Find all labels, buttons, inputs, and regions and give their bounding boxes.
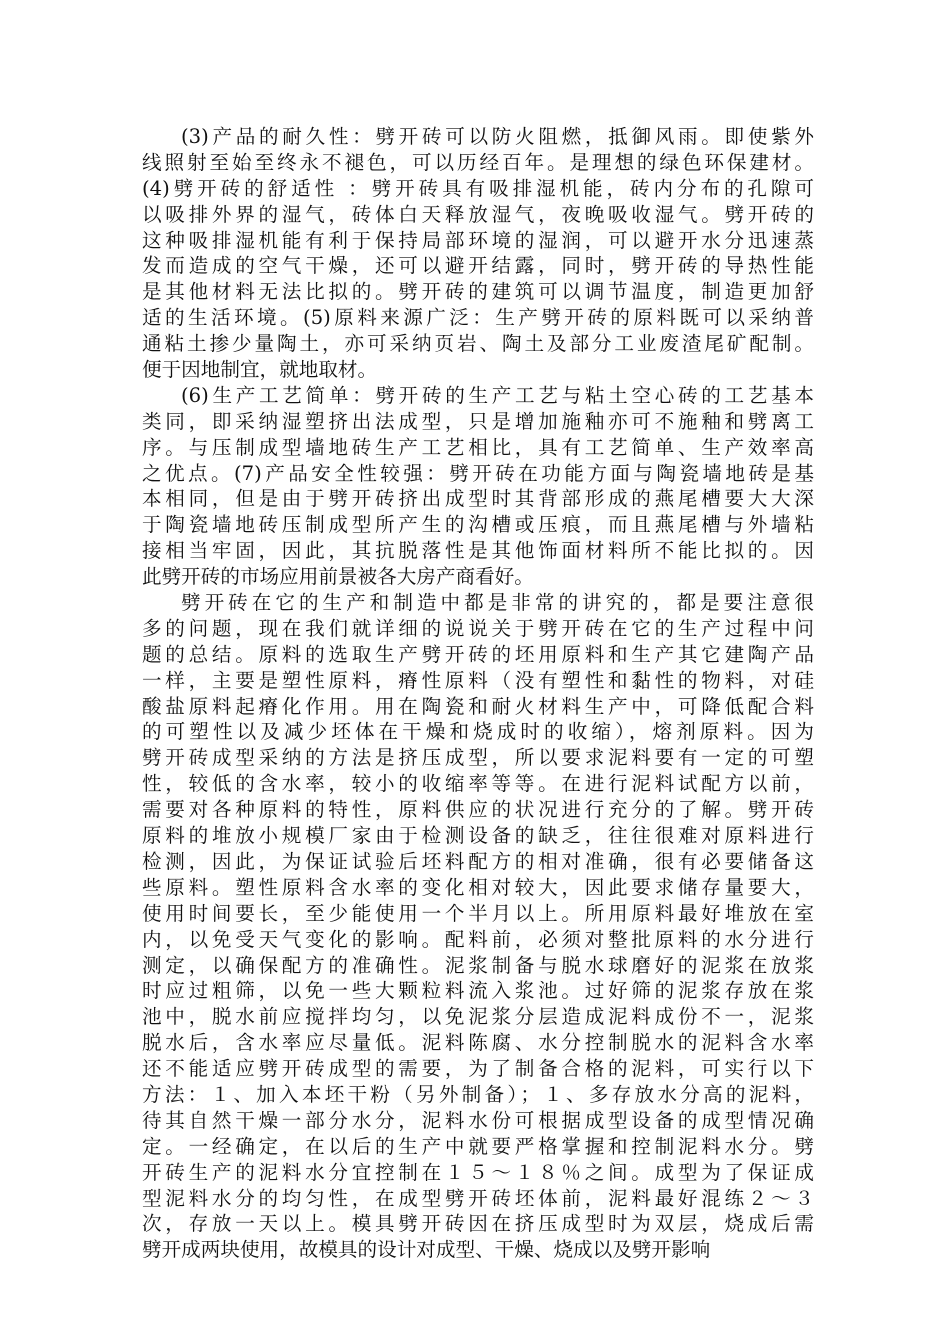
text-line: 序。与压制成型墙地砖生产工艺相比，具有工艺简单、生产效率高	[142, 435, 814, 459]
text-line: 内，以免受天气变化的影响。配料前，必须对整批原料的水分进行	[142, 927, 814, 951]
text-line: 的可塑性以及减少坯体在干燥和烧成时的收缩），熔剂原料。因为	[142, 720, 814, 744]
text-line: 次，存放一天以上。模具劈开砖因在挤压成型时为双层，烧成后需	[142, 1212, 814, 1236]
text-line: 定。一经确定，在以后的生产中就要严格掌握和控制泥料水分。劈	[142, 1134, 814, 1158]
text-line: 接相当牢固，因此，其抗脱落性是其他饰面材料所不能比拟的。因	[142, 539, 814, 563]
text-line: 本相同，但是由于劈开砖挤出成型时其背部形成的燕尾槽要大大深	[142, 487, 814, 511]
text-line: 方法：１、加入本坯干粉（另外制备）；１、多存放水分高的泥料，	[142, 1082, 814, 1106]
text-line: 发而造成的空气干燥，还可以避开结露，同时，劈开砖的导热性能	[142, 254, 814, 278]
text-line: 池中，脱水前应搅拌均匀，以免泥浆分层造成泥料成份不一，泥浆	[142, 1005, 814, 1029]
text-line: 一样，主要是塑性原料，瘠性原料（没有塑性和黏性的物料，对硅	[142, 668, 814, 692]
text-line: 题的总结。原料的选取生产劈开砖的坯用原料和生产其它建陶产品	[142, 642, 814, 666]
text-line: 以吸排外界的湿气，砖体白天释放湿气，夜晚吸收湿气。劈开砖的	[142, 202, 814, 226]
text-line: 些原料。塑性原料含水率的变化相对较大，因此要求储存量要大，	[142, 875, 814, 899]
text-line: (4)劈开砖的舒适性 ：劈开砖具有吸排湿机能，砖内分布的孔隙可	[142, 176, 814, 200]
text-line: 适的生活环境。(5)原料来源广泛：生产劈开砖的原料既可以采纳普	[142, 306, 814, 330]
text-line: 是其他材料无法比拟的。劈开砖的建筑可以调节温度，制造更加舒	[142, 280, 814, 304]
text-line: (6)生产工艺简单：劈开砖的生产工艺与粘土空心砖的工艺基本	[181, 383, 814, 407]
text-line: 待其自然干燥一部分水分，泥料水份可根据成型设备的成型情况确	[142, 1108, 814, 1132]
text-line: 于陶瓷墙地砖压制成型所产生的沟槽或压痕，而且燕尾槽与外墙粘	[142, 513, 814, 537]
text-line: 此劈开砖的市场应用前景被各大房产商看好。	[142, 565, 534, 589]
text-line: 劈开砖在它的生产和制造中都是非常的讲究的，都是要注意很	[181, 591, 814, 615]
text-line: 时应过粗筛，以免一些大颗粒料流入浆池。过好筛的泥浆存放在浆	[142, 979, 814, 1003]
text-line: 线照射至始至终永不褪色，可以历经百年。是理想的绿色环保建材。	[142, 150, 814, 174]
text-line: 劈开砖成型采纳的方法是挤压成型，所以要求泥料要有一定的可塑	[142, 746, 814, 770]
text-line: (3)产品的耐久性：劈开砖可以防火阻燃，抵御风雨。即使紫外	[181, 125, 814, 148]
text-line: 性，较低的含水率，较小的收缩率等等。在进行泥料试配方以前，	[142, 772, 814, 796]
paragraph	[142, 590, 814, 1263]
text-line: 酸盐原料起瘠化作用。用在陶瓷和耐火材料生产中，可降低配合料	[142, 694, 814, 718]
text-line: 劈开成两块使用，故模具的设计对成型、干燥、烧成以及劈开影响	[142, 1238, 711, 1262]
paragraph	[142, 383, 814, 590]
text-line: 测定，以确保配方的准确性。泥浆制备与脱水球磨好的泥浆在放浆	[142, 953, 814, 977]
paragraph	[142, 124, 814, 383]
text-line: 型泥料水分的均匀性，在成型劈开砖坯体前，泥料最好混练２～３	[142, 1186, 814, 1210]
text-line: 之优点。(7)产品安全性较强：劈开砖在功能方面与陶瓷墙地砖是基	[142, 461, 814, 485]
text-line: 通粘土掺少量陶土，亦可采纳页岩、陶土及部分工业废渣尾矿配制。	[142, 332, 814, 356]
text-line: 类同，即采纳湿塑挤出法成型，只是增加施釉亦可不施釉和劈离工	[142, 409, 814, 433]
text-line: 多的问题，现在我们就详细的说说关于劈开砖在它的生产过程中问	[142, 616, 814, 640]
text-line: 使用时间要长，至少能使用一个半月以上。所用原料最好堆放在室	[142, 901, 814, 925]
text-line: 脱水后，含水率应尽量低。泥料陈腐、水分控制脱水的泥料含水率	[142, 1031, 814, 1055]
text-line: 原料的堆放小规模厂家由于检测设备的缺乏，往往很难对原料进行	[142, 824, 814, 848]
document-body	[142, 124, 814, 1263]
text-line: 便于因地制宜，就地取材。	[142, 358, 378, 382]
text-line: 需要对各种原料的特性，原料供应的状况进行充分的了解。劈开砖	[142, 798, 814, 822]
text-line: 还不能适应劈开砖成型的需要，为了制备合格的泥料，可实行以下	[142, 1057, 814, 1081]
text-line: 这种吸排湿机能有利于保持局部环境的湿润，可以避开水分迅速蒸	[142, 228, 814, 252]
text-line: 检测，因此，为保证试验后坯料配方的相对准确，很有必要储备这	[142, 849, 814, 873]
text-line: 开砖生产的泥料水分宜控制在１５～１８％之间。成型为了保证成	[142, 1160, 814, 1184]
